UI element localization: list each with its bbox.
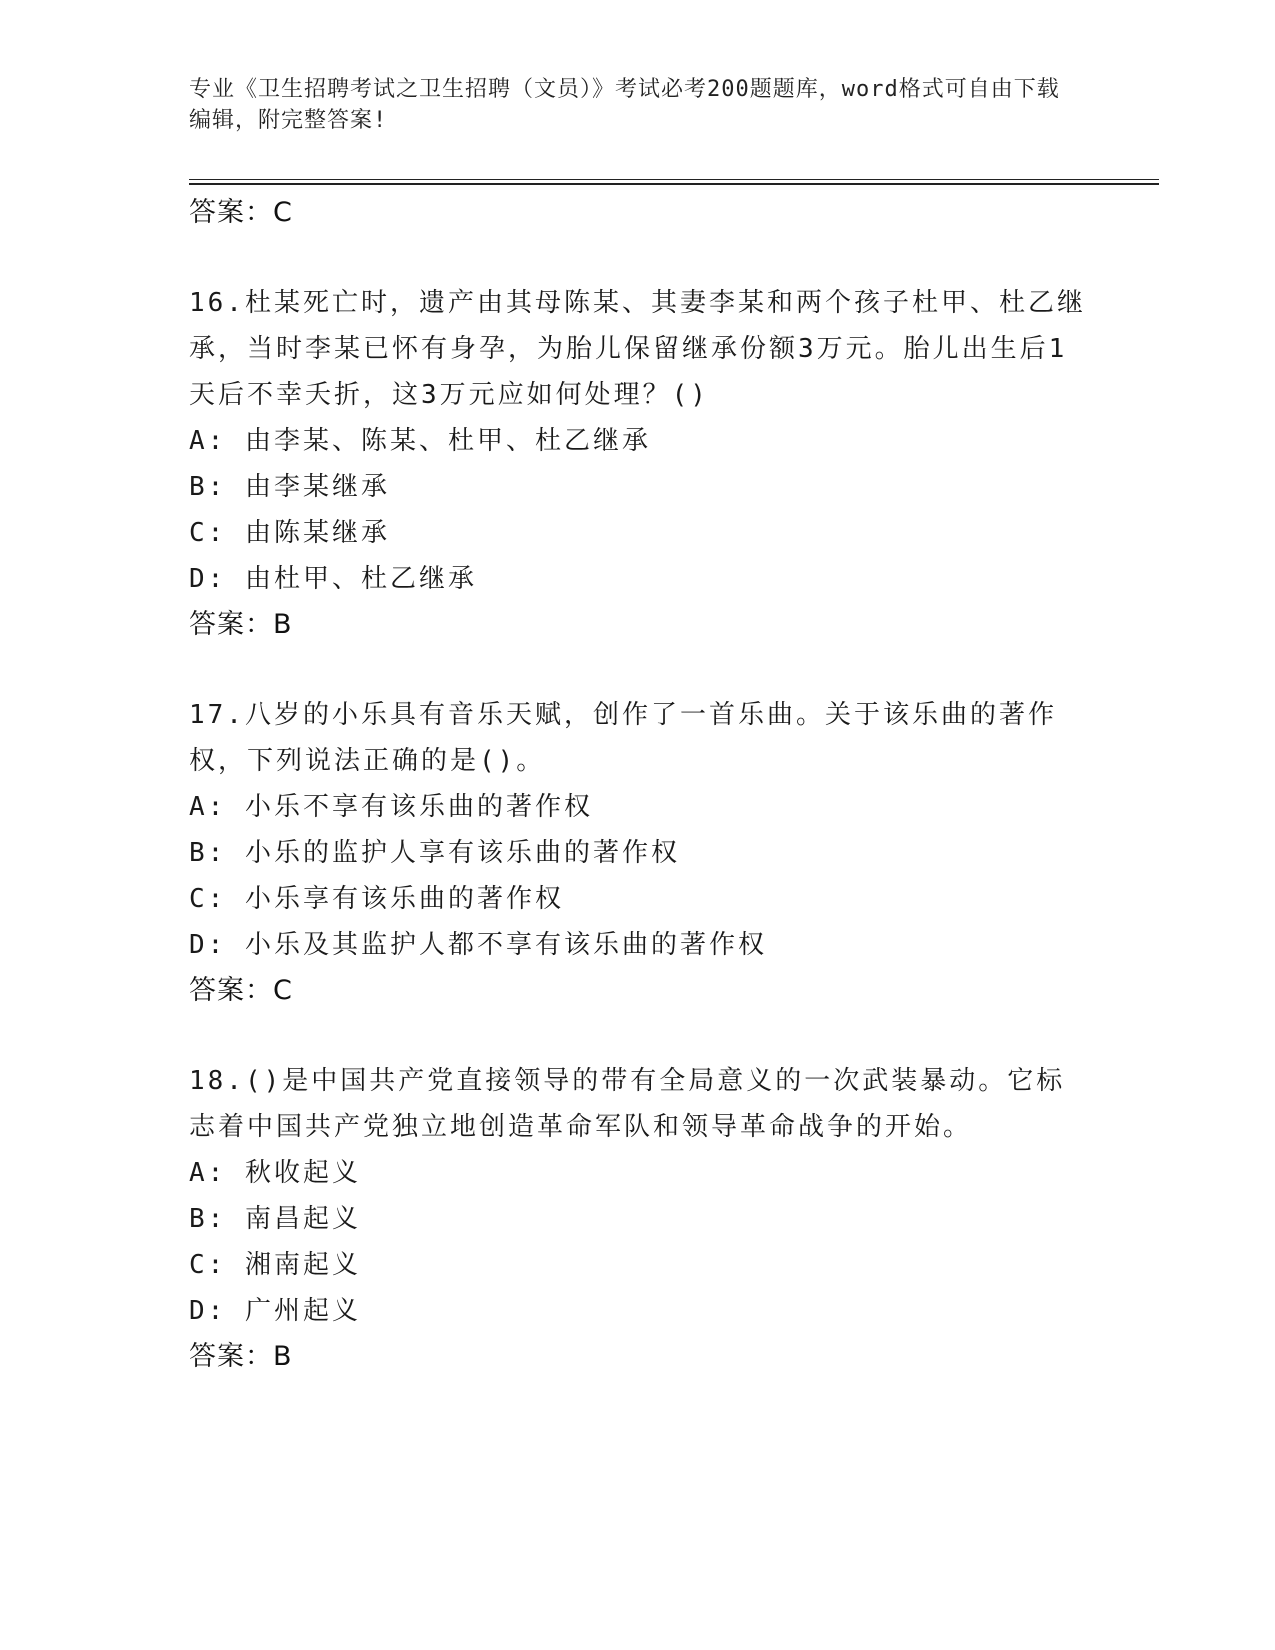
option-d: D: 小乐及其监护人都不享有该乐曲的著作权 [189,930,767,960]
question-18 [189,1058,1089,1380]
previous-answer: 答案：C [189,197,293,228]
option-a: A: 由李某、陈某、杜甲、杜乙继承 [189,426,651,456]
question-stem: 16.杜某死亡时，遗产由其母陈某、其妻李某和两个孩子杜甲、杜乙继承，当时李某已怀有身孕，为胎儿保留继承份额3万元。胎儿出生后1天后不幸夭折，这3万元应如何处理？() [189,288,1086,410]
option-d: D: 广州起义 [189,1296,361,1326]
answer-line: 答案：C [189,975,293,1006]
option-a: A: 小乐不享有该乐曲的著作权 [189,792,593,822]
option-b: B: 由李某继承 [189,472,390,502]
question-17 [189,692,1089,1014]
header-divider [189,179,1159,185]
option-c: C: 由陈某继承 [189,518,390,548]
question-list [189,190,1089,1380]
option-a: A: 秋收起义 [189,1158,361,1188]
answer-line: 答案：B [189,1341,293,1372]
option-b: B: 南昌起义 [189,1204,361,1234]
document-header: 专业《卫生招聘考试之卫生招聘（文员）》考试必考200题题库，word格式可自由下载编辑，附完整答案! [189,77,1060,133]
option-d: D: 由杜甲、杜乙继承 [189,564,477,594]
option-b: B: 小乐的监护人享有该乐曲的著作权 [189,838,680,868]
answer-line: 答案：B [189,609,293,640]
question-16 [189,280,1089,648]
question-stem: 18.()是中国共产党直接领导的带有全局意义的一次武装暴动。它标志着中国共产党独立地创造革命军队和领导革命战争的开始。 [189,1066,1066,1142]
option-c: C: 湘南起义 [189,1250,361,1280]
question-stem: 17.八岁的小乐具有音乐天赋，创作了一首乐曲。关于该乐曲的著作权，下列说法正确的是()。 [189,700,1057,776]
option-c: C: 小乐享有该乐曲的著作权 [189,884,564,914]
